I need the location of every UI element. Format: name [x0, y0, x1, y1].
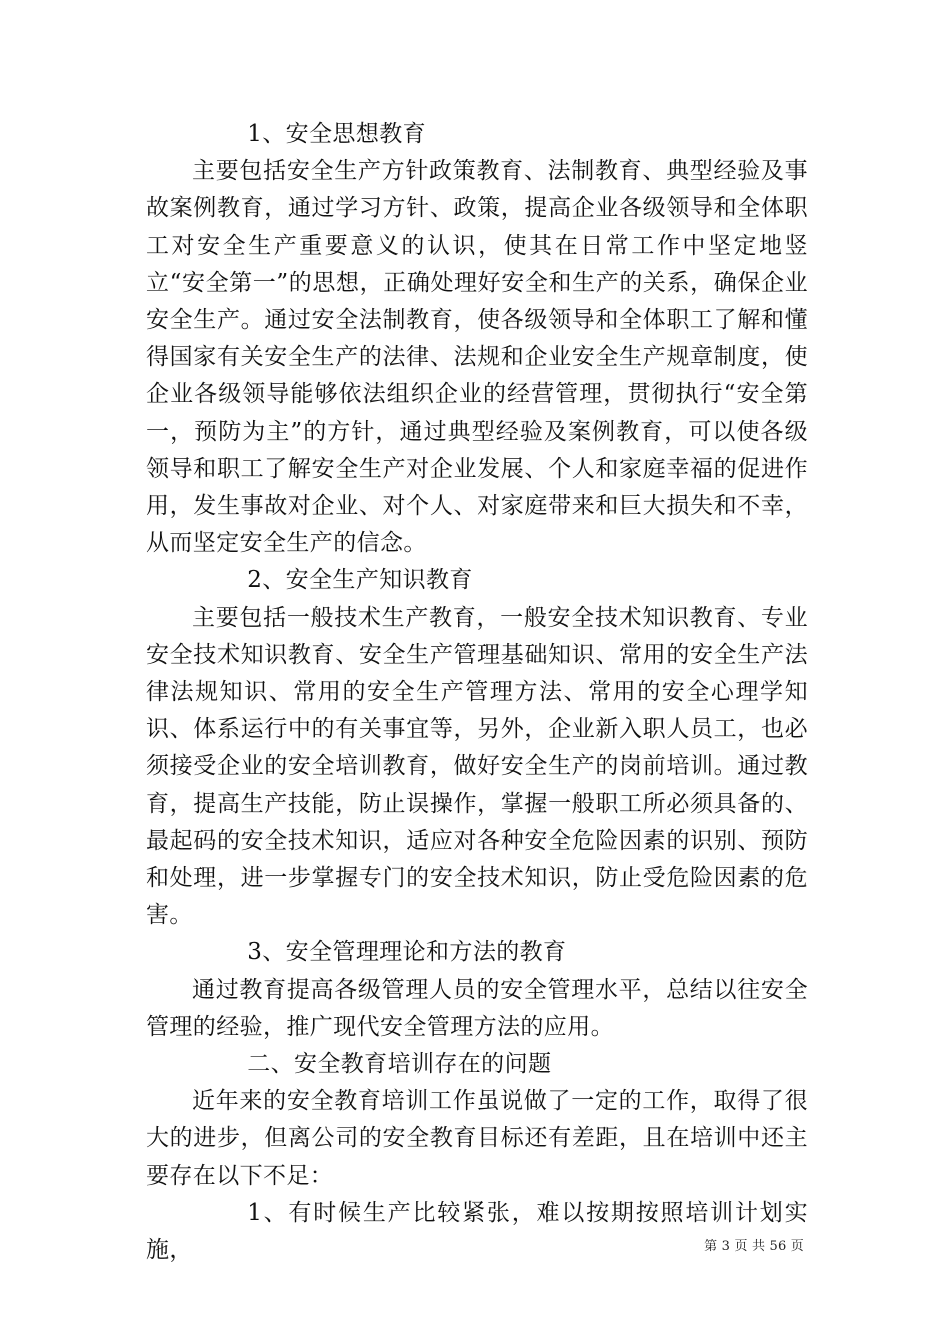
- paragraph-management-theory: 通过教育提高各级管理人员的安全管理水平，总结以往安全管理的经验，推广现代安全管理方法的应用。: [146, 976, 808, 1040]
- section-heading-safety-knowledge: 2、安全生产知识教育: [247, 567, 473, 594]
- paragraph-problem-item-1: 1、有时候生产比较紧张，难以按期按照培训计划实施，: [146, 1199, 808, 1264]
- section-heading-management-theory: 3、安全管理理论和方法的教育: [247, 939, 567, 966]
- section-heading-training-problems: 二、安全教育培训存在的问题: [247, 1051, 552, 1078]
- page-number-footer: 第 3 页 共 56 页: [704, 1239, 804, 1254]
- section-heading-safety-thought: 1、安全思想教育: [247, 121, 427, 147]
- paragraph-training-problems: 近年来的安全教育培训工作虽说做了一定的工作，取得了很大的进步，但离公司的安全教育目标还有差距，且在培训中还主要存在以下不足：: [146, 1088, 808, 1189]
- paragraph-safety-thought: 主要包括安全生产方针政策教育、法制教育、典型经验及事故案例教育，通过学习方针、政策，提高企业各级领导和全体职工对安全生产重要意义的认识，使其在日常工作中坚定地竖立“安全第一”的思想，正确处理好安全和生产的关系，确保企业安全生产。通过安全法制教育，使各级领导和全体职工了解和懂得国家有关安全生产的法律、法规和企业安全生产规章制度，使企业各级领导能够依法组织企业的经营管理，贯彻执行“安全第一，预防为主”的方针，通过典型经验及案例教育，可以使各级领导和职工了解安全生产对企业发展、个人和家庭幸福的促进作用，发生事故对企业、对个人、对家庭带来和巨大损失和不幸，从而坚定安全生产的信念。: [146, 158, 808, 557]
- document-body: [146, 116, 808, 1269]
- paragraph-safety-knowledge: 主要包括一般技术生产教育，一般安全技术知识教育、专业安全技术知识教育、安全生产管理基础知识、常用的安全生产法律法规知识、常用的安全生产管理方法、常用的安全心理学知识、体系运行中的有关事宜等，另外，企业新入职人员工，也必须接受企业的安全培训教育，做好安全生产的岗前培训。通过教育，提高生产技能，防止误操作，掌握一般职工所必须具备的、最起码的安全技术知识，适应对各种安全危险因素的识别、预防和处理，进一步掌握专门的安全技术知识，防止受危险因素的危害。: [146, 604, 808, 929]
